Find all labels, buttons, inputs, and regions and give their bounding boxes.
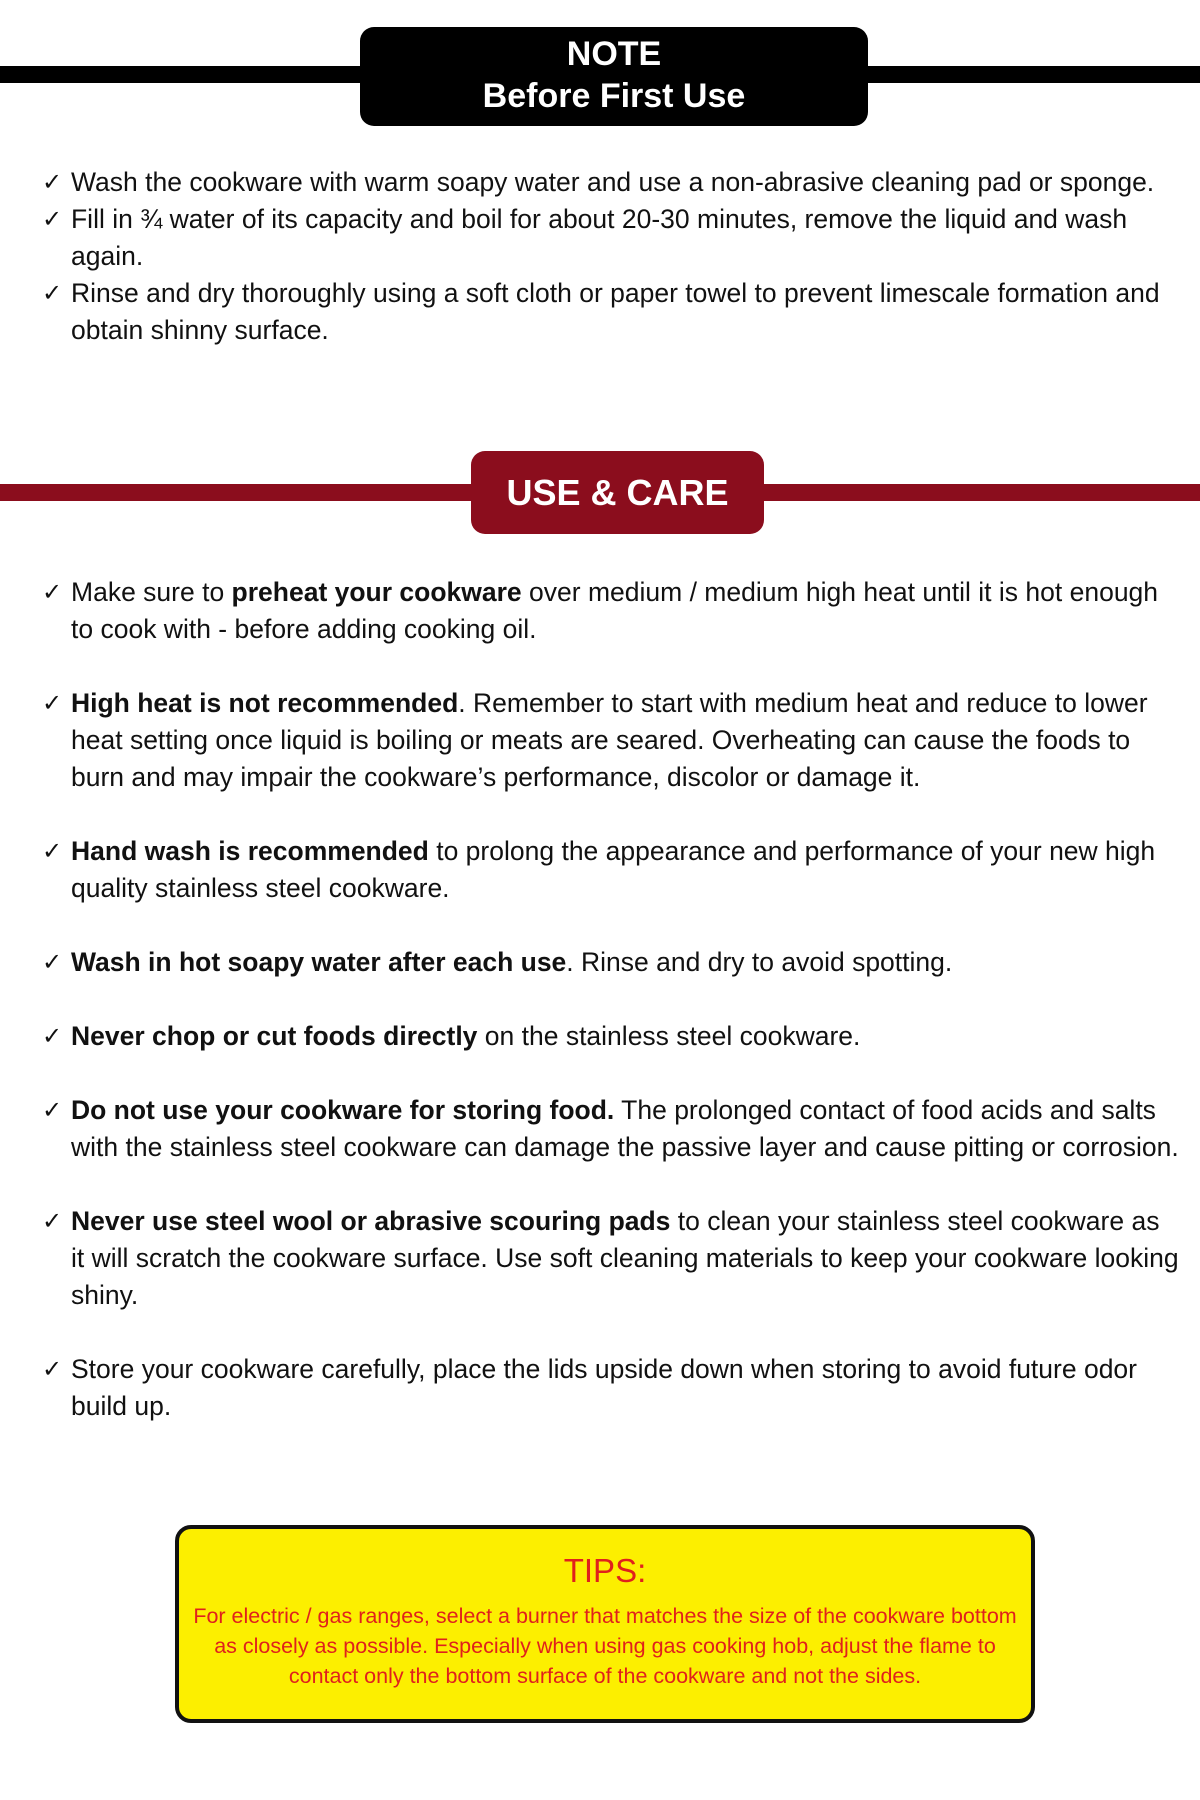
care-item-rest: on the stainless steel cookware. (477, 1021, 861, 1051)
checkmark-icon: ✓ (42, 205, 63, 233)
note-banner-title: NOTE (566, 35, 662, 73)
note-item (40, 275, 1180, 349)
care-item-emphasis: Wash in hot soapy water after each use (71, 947, 567, 977)
care-item-rest: . Remember to start with medium heat and reduce to lower heat setting once liquid is boiling or meats are seared. Overheating can cause the foods to burn and may impair the cookware’s performance, discolor or damage it. (71, 688, 1148, 792)
note-item-text: Rinse and dry thoroughly using a soft cloth or paper towel to prevent limescale formation and obtain shinny surface. (71, 278, 1160, 345)
checkmark-icon: ✓ (42, 168, 63, 196)
use-care-list (40, 574, 1180, 1462)
note-item-text: Fill in ¾ water of its capacity and boil for about 20-30 minutes, remove the liquid and wash again. (71, 204, 1128, 271)
care-item (40, 574, 1180, 648)
care-item-emphasis: preheat your cookware (231, 577, 522, 607)
care-item-text (71, 1021, 860, 1051)
care-item-emphasis: High heat is not recommended (71, 688, 459, 718)
care-item-rest: . Rinse and dry to avoid spotting. (566, 947, 953, 977)
care-item (40, 1018, 1180, 1055)
care-item (40, 685, 1180, 796)
care-item-text (71, 577, 1158, 644)
note-item (40, 201, 1180, 275)
care-item-emphasis: Do not use your cookware for storing food. (71, 1095, 615, 1125)
care-item-text (71, 1354, 1137, 1421)
checkmark-icon: ✓ (42, 1096, 63, 1124)
checkmark-icon: ✓ (42, 1022, 63, 1050)
checkmark-icon: ✓ (42, 948, 63, 976)
checkmark-icon: ✓ (42, 578, 63, 606)
checkmark-icon: ✓ (42, 1207, 63, 1235)
care-item-emphasis: Hand wash is recommended (71, 836, 429, 866)
note-banner (360, 27, 868, 126)
care-item-rest: The prolonged contact of food acids and salts with the stainless steel cookware can damage the passive layer and cause pitting or corrosion. (71, 1095, 1179, 1162)
note-item (40, 164, 1180, 201)
care-item-lead: Store your cookware carefully, place the lids upside down when storing to avoid future odor build up. (71, 1354, 1137, 1421)
checkmark-icon: ✓ (42, 689, 63, 717)
use-care-banner (471, 451, 764, 534)
checkmark-icon: ✓ (42, 1355, 63, 1383)
care-item (40, 1351, 1180, 1425)
care-item-text (71, 836, 1155, 903)
use-care-banner-title: USE & CARE (506, 472, 729, 513)
care-item (40, 944, 1180, 981)
care-item-text (71, 1206, 1179, 1310)
tips-title: TIPS: (563, 1552, 647, 1589)
care-item (40, 833, 1180, 907)
care-item-emphasis: Never use steel wool or abrasive scouring pads (71, 1206, 671, 1236)
care-item (40, 1092, 1180, 1166)
care-item-lead: Make sure to (71, 577, 232, 607)
care-item-emphasis: Never chop or cut foods directly (71, 1021, 478, 1051)
care-item-rest: to clean your stainless steel cookware as it will scratch the cookware surface. Use soft cleaning materials to keep your cookware looking shiny. (71, 1206, 1179, 1310)
care-item-text (71, 947, 952, 977)
tips-box (175, 1525, 1035, 1723)
care-item-text (71, 688, 1148, 792)
checkmark-icon: ✓ (42, 837, 63, 865)
note-banner-subtitle: Before First Use (482, 77, 746, 115)
care-item-text (71, 1095, 1179, 1162)
checkmark-icon: ✓ (42, 279, 63, 307)
tips-text: For electric / gas ranges, select a burner that matches the size of the cookware bottom as closely as possible. Especially when using gas cooking hob, adjust the flame to contact only the bottom surface of the cookware and not the sides. (193, 1604, 1017, 1688)
care-item-rest: over medium / medium high heat until it is hot enough to cook with - before adding cooking oil. (71, 577, 1159, 644)
note-list (40, 164, 1180, 349)
care-item (40, 1203, 1180, 1314)
care-item-rest: to prolong the appearance and performance of your new high quality stainless steel cookware. (71, 836, 1156, 903)
note-item-text: Wash the cookware with warm soapy water and use a non-abrasive cleaning pad or sponge. (71, 167, 1155, 197)
